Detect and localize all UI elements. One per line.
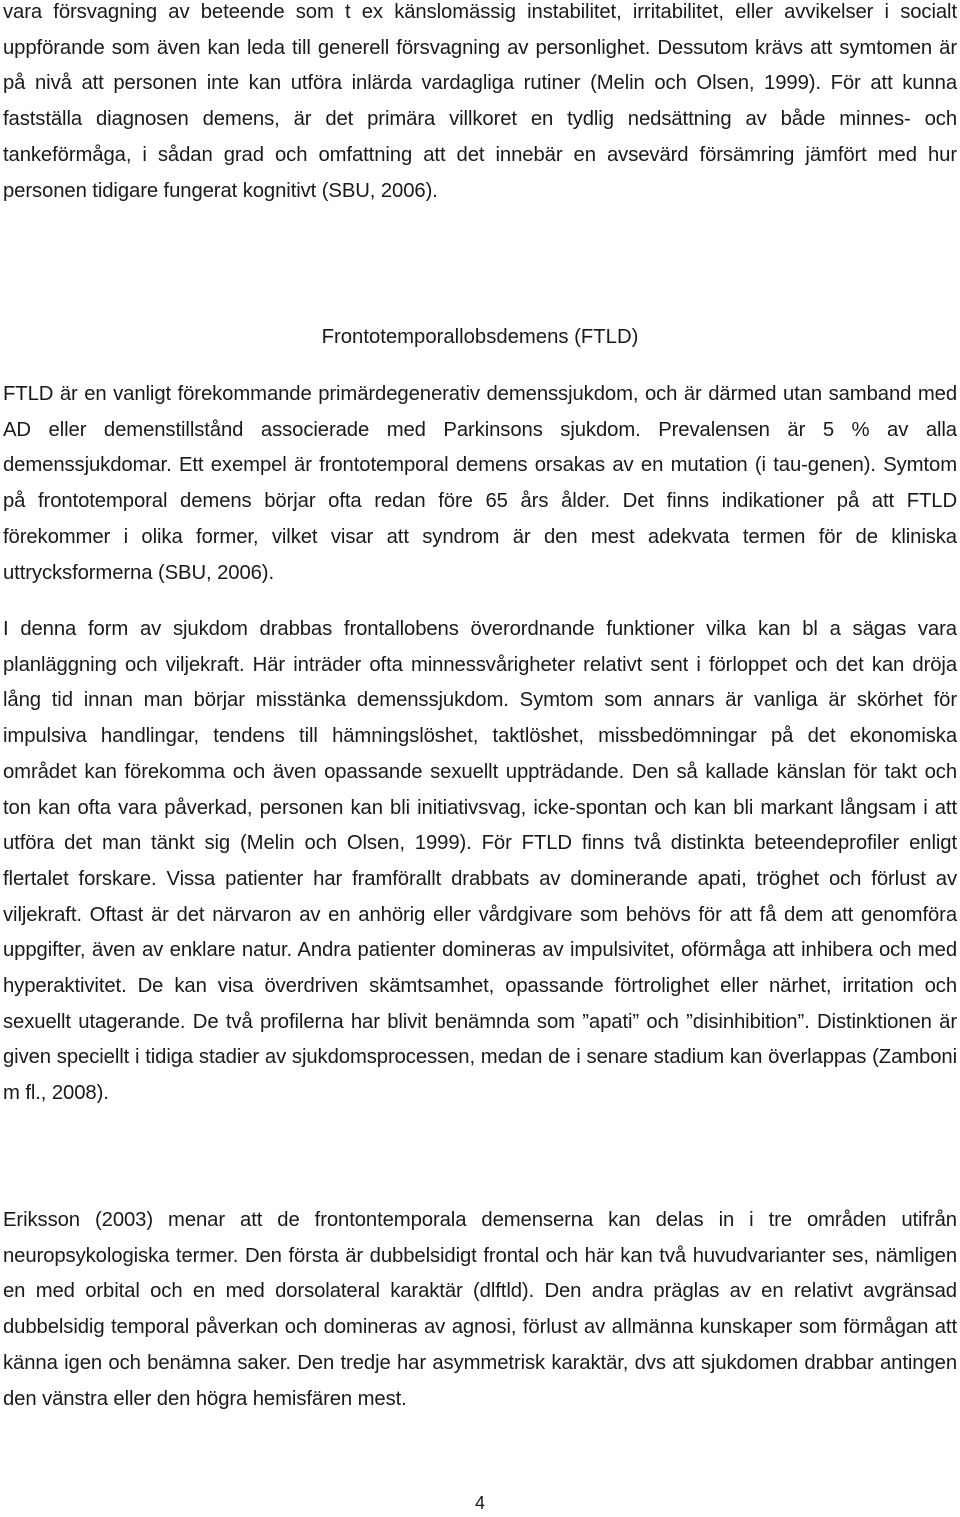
section-heading: Frontotemporallobsdemens (FTLD) xyxy=(321,326,639,348)
ftld-paragraph-3: Eriksson (2003) menar att de frontontemporala demenserna kan delas in i tre områden utifrån neuropsykologiska termer. Den första är dubbelsidigt frontal och här kan två huvudvarianter ses, nämligen en med orbital och en med dorsolateral karaktär (dlftld). Den andra präglas av en relativt avgränsad dubbelsidig temporal påverkan och domineras av agnosi, förlust av allmänna kunskaper som förmågan att känna igen och benämna saker. Den tredje har asymmetrisk karaktär, dvs att sjukdomen drabbar antingen den vänstra eller den högra hemisfären mest. xyxy=(3,1209,957,1410)
ftld-paragraph-1: FTLD är en vanligt förekommande primärdegenerativ demenssjukdom, och är därmed utan samband med AD eller demenstillstånd associerade med Parkinsons sjukdom. Prevalensen är 5 % av alla demenssjukdomar. Ett exempel är frontotemporal demens orsakas av en mutation (i tau-genen). Symtom på frontotemporal demens börjar ofta redan före 65 års ålder. Det finns indikationer på att FTLD förekommer i olika former, vilket visar att syndrom är den mest adekvata termen för de kliniska uttrycksformerna (SBU, 2006). xyxy=(3,383,957,584)
ftld-paragraph-2: I denna form av sjukdom drabbas frontallobens överordnande funktioner vilka kan bl a sägas vara planläggning och viljekraft. Här inträder ofta minnessvårigheter relativt sent i förloppet och det kan dröja lång tid innan man börjar misstänka demenssjukdom. Symtom som annars är vanliga är skörhet för impulsiva handlingar, tendens till hämningslöshet, taktlöshet, missbedömningar på det ekonomiska området kan förekomma och även opassande sexuellt uppträdande. Den så kallade känslan för takt och ton kan ofta vara påverkad, personen kan bli initiativsvag, icke-spontan och kan bli markant långsam i att utföra det man tänkt sig (Melin och Olsen, 1999). För FTLD finns två distinkta beteendeprofiler enligt flertalet forskare. Vissa patienter har framförallt drabbats av dominerande apati, tröghet och förlust av viljekraft. Oftast är det närvaron av en anhörig eller vårdgivare som behövs för att få dem att genomföra uppgifter, även av enklare natur. Andra patienter domineras av impulsivitet, oförmåga att inhibera och med hyperaktivitet. De kan visa överdriven skämtsamhet, opassande förtrolighet eller närhet, irritation och sexuellt utagerande. De två profilerna har blivit benämnda som ”apati” och ”disinhibition”. Distinktionen är given speciellt i tidiga stadier av sjukdomsprocessen, medan de i senare stadium kan överlappas (Zamboni m fl., 2008). xyxy=(3,618,957,1105)
page-number: 4 xyxy=(474,1493,485,1513)
intro-paragraph: vara försvagning av beteende som t ex känslomässig instabilitet, irritabilitet, eller avvikelser i socialt uppförande som även kan leda till generell försvagning av personlighet. Dessutom krävs att symtomen är på nivå att personen inte kan utföra inlärda vardagliga rutiner (Melin och Olsen, 1999). För att kunna fastställa diagnosen demens, är det primära villkoret en tydlig nedsättning av både minnes- och tankeförmåga, i sådan grad och omfattning att det innebär en avsevärd försämring jämfört med hur personen tidigare fungerat kognitivt (SBU, 2006). xyxy=(3,1,957,202)
